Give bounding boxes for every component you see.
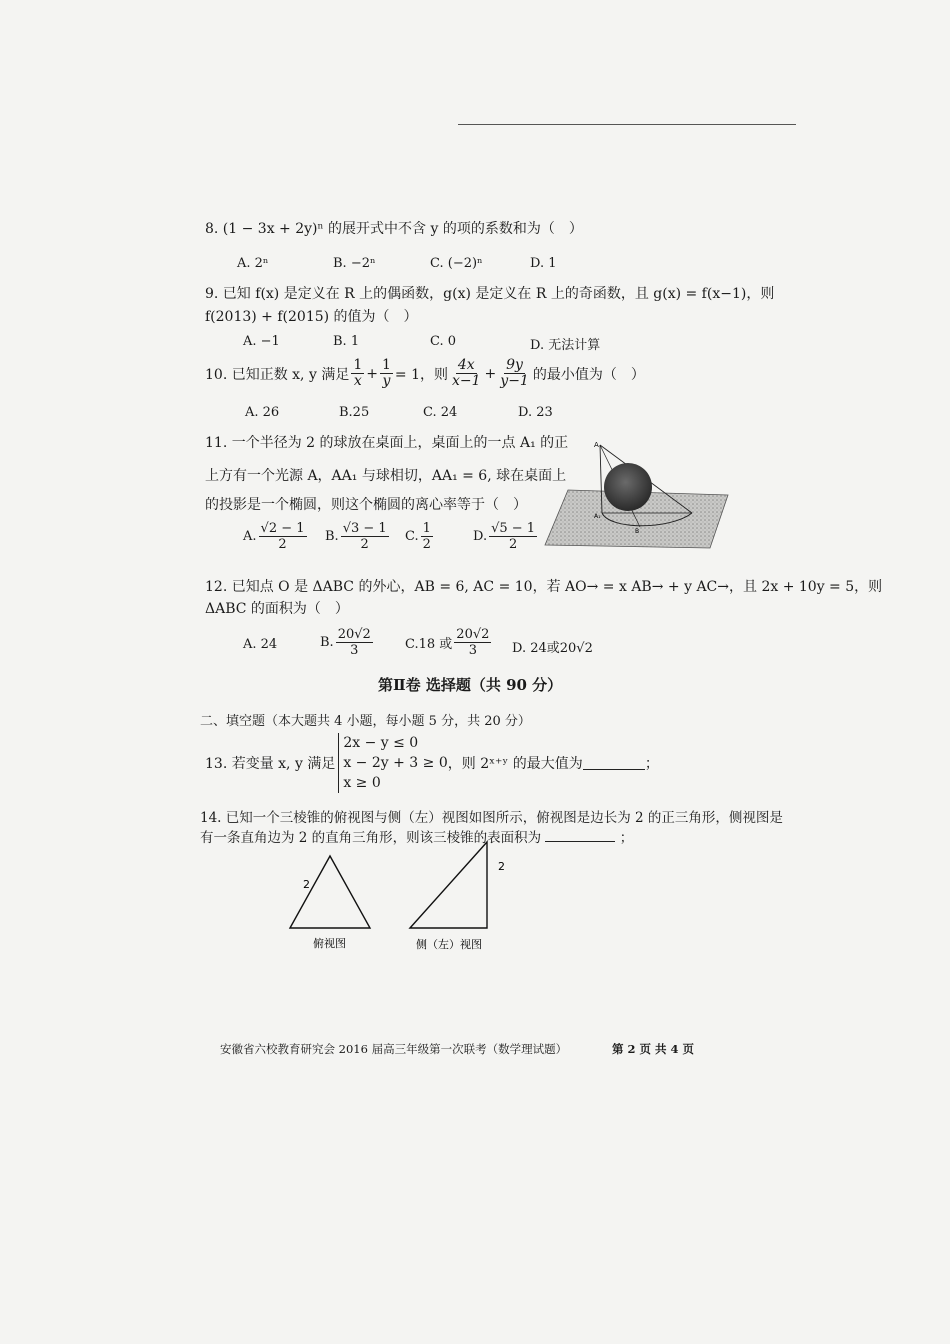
question-11-option-c <box>405 521 435 552</box>
plus-sign: + <box>484 365 497 382</box>
question-9-option-c: C. 0 <box>430 334 457 349</box>
denominator: x−1 <box>452 373 481 389</box>
question-12-option-b <box>320 627 375 658</box>
header-rule <box>458 124 796 125</box>
question-13-prefix: 13. 若变量 x, y 满足 <box>205 756 336 772</box>
fraction <box>351 358 364 389</box>
constraint-2: x − 2y + 3 ≥ 0 <box>343 755 448 771</box>
footer-page-number: 第 2 页 共 4 页 <box>612 1042 695 1056</box>
denominator: y−1 <box>500 373 529 389</box>
numerator: 1 <box>422 521 431 536</box>
top-view-caption: 俯视图 <box>313 937 346 950</box>
question-11-option-b <box>325 521 391 552</box>
denominator: 3 <box>350 643 359 658</box>
constraint-3: x ≥ 0 <box>343 775 381 791</box>
fraction <box>380 358 393 389</box>
fraction <box>341 521 389 552</box>
question-8 <box>205 218 583 238</box>
question-8-option-a: A. 2ⁿ <box>237 256 269 271</box>
footer-left: 安徽省六校教育研究会 2016 届高三年级第一次联考（数学理试题） <box>220 1042 568 1056</box>
constraint-1: 2x − y ≤ 0 <box>343 735 419 751</box>
question-14-line1: 14. 已知一个三棱锥的俯视图与侧（左）视图如图所示，俯视图是边长为 2 的正三角形，侧视图是 <box>200 810 783 826</box>
sphere-shadow-figure <box>540 435 730 555</box>
constraint-system <box>338 733 447 793</box>
question-12-option-c <box>405 627 493 658</box>
option-label: A. <box>243 529 257 544</box>
fraction <box>450 358 483 389</box>
label-a: A <box>594 441 599 449</box>
numerator: 4x <box>457 357 475 373</box>
question-11-line3: 的投影是一个椭圆，则这个椭圆的离心率等于（ ） <box>205 497 527 513</box>
denominator: 2 <box>360 537 369 552</box>
question-12-option-d: D. 24或20√2 <box>512 641 593 656</box>
fraction <box>498 358 531 389</box>
top-view-triangle <box>290 856 370 928</box>
question-9-option-d: D. 无法计算 <box>530 338 601 353</box>
question-13-end: ； <box>644 756 659 772</box>
denominator: 2 <box>278 537 287 552</box>
question-10-suffix: 的最小值为（ ） <box>532 366 645 383</box>
question-9-option-b: B. 1 <box>333 334 360 349</box>
answer-blank[interactable] <box>583 757 645 770</box>
numerator: 1 <box>381 357 391 373</box>
question-13 <box>205 733 659 793</box>
question-8-option-c: C. (−2)ⁿ <box>430 256 483 271</box>
label-b: B <box>635 528 640 535</box>
question-8-text: 8. (1 − 3x + 2y)ⁿ 的展开式中不含 y 的项的系数和为（ ） <box>205 221 583 237</box>
question-9-line1: 9. 已知 f(x) 是定义在 R 上的偶函数，g(x) 是定义在 R 上的奇函数，且 g(x) = f(x−1)，则 <box>205 286 775 302</box>
fraction <box>336 627 373 658</box>
sphere <box>604 463 652 511</box>
question-14-line2-text: 有一条直角边为 2 的直角三角形，则该三棱锥的表面积为 <box>200 830 542 846</box>
option-label: C. <box>405 529 419 544</box>
question-10-option-b: B.25 <box>339 405 370 420</box>
fraction <box>259 521 307 552</box>
question-9-line2: f(2013) + f(2015) 的值为（ ） <box>205 309 418 325</box>
three-view-figure <box>280 838 520 956</box>
top-view-side-label: 2 <box>303 878 310 891</box>
numerator: √3 − 1 <box>342 521 387 536</box>
question-11-line2: 上方有一个光源 A，AA₁ 与球相切，AA₁ = 6, 球在桌面上 <box>205 468 567 484</box>
fraction <box>421 521 433 552</box>
question-8-option-b: B. −2ⁿ <box>333 256 376 271</box>
denominator: x <box>353 373 362 389</box>
side-view-caption: 侧（左）视图 <box>416 938 482 951</box>
question-10-option-c: C. 24 <box>423 405 458 420</box>
question-12-line2: ΔABC 的面积为（ ） <box>205 601 349 617</box>
question-9-option-a: A. −1 <box>243 334 280 349</box>
numerator: √5 − 1 <box>491 521 536 536</box>
numerator: 1 <box>353 357 363 373</box>
denominator: y <box>382 373 391 389</box>
numerator: √2 − 1 <box>260 521 305 536</box>
question-10-option-a: A. 26 <box>245 405 280 420</box>
answer-blank[interactable] <box>545 829 615 842</box>
denominator: 3 <box>468 643 477 658</box>
side-view-leg-label: 2 <box>498 860 505 873</box>
label-a1: A₁ <box>594 513 601 520</box>
question-10-eq: = 1，则 <box>394 366 448 383</box>
question-8-option-d: D. 1 <box>530 256 557 271</box>
side-view-triangle <box>410 842 487 928</box>
question-10-option-d: D. 23 <box>518 405 553 420</box>
question-11-option-a <box>243 521 309 552</box>
numerator: 20√2 <box>337 627 371 642</box>
denominator: 2 <box>422 537 431 552</box>
option-label: C.18 或 <box>405 637 453 652</box>
fill-in-header: 二、填空题（本大题共 4 小题，每小题 5 分，共 20 分） <box>200 714 531 729</box>
question-13-suffix: ，则 2ˣ⁺ʸ 的最大值为 <box>447 756 583 772</box>
numerator: 20√2 <box>456 627 490 642</box>
question-11-option-d <box>473 521 539 552</box>
section-2-title: 第Ⅱ卷 选择题（共 90 分） <box>378 676 563 694</box>
fraction <box>454 627 491 658</box>
question-11-line1: 11. 一个半径为 2 的球放在桌面上，桌面上的一点 A₁ 的正 <box>205 435 569 451</box>
fraction <box>489 521 537 552</box>
question-12-line1: 12. 已知点 O 是 ΔABC 的外心，AB = 6, AC = 10，若 AO→ = x AB→ + y AC→，且 2x + 10y = 5，则 <box>205 579 883 595</box>
denominator: 2 <box>508 537 518 552</box>
plus-sign: + <box>366 365 378 382</box>
option-label: B. <box>325 529 339 544</box>
question-14-end: ； <box>619 830 634 846</box>
question-10 <box>205 358 645 389</box>
question-10-prefix: 10. 已知正数 x, y 满足 <box>205 366 350 383</box>
option-label: B. <box>320 635 334 650</box>
option-label: D. <box>473 529 488 544</box>
numerator: 9y <box>506 357 523 373</box>
question-12-option-a: A. 24 <box>243 637 278 652</box>
